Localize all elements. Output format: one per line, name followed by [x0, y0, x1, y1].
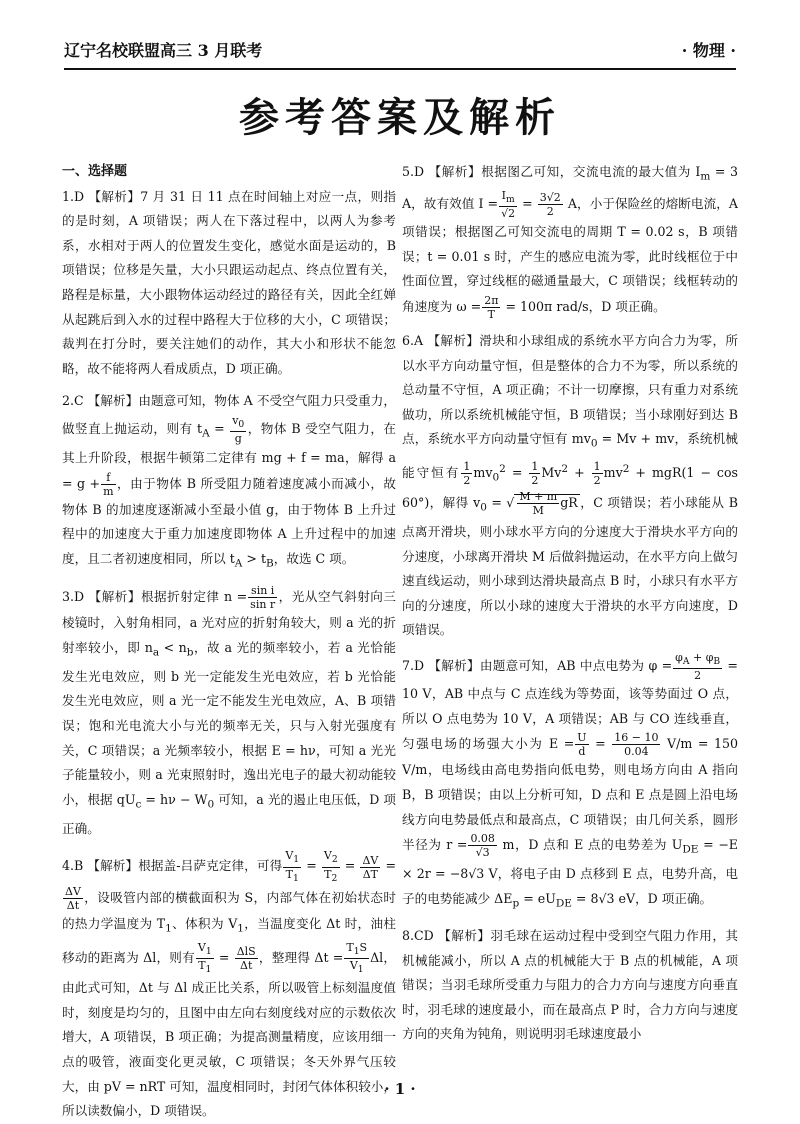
answer-5: 5.D 【解析】根据图乙可知，交流电流的最大值为 $I_m = 3$ A，故有效值 I = $\frac{I_m}{√2}$ = $\frac{3√2}{2}$ A，小于保险丝的熔断电流，A 项错误；根据图乙可知交流电的周期 T = 0.02 s，B 项错误；t = 0.01 s 时，产生的感应电流为零，此时线框位于中性面位置，穿过线框的磁通量最大，C 项错误；线框转动的角速度为 ω = $\frac{2\pi}{T}$ = 100π rad/s，D 项正确。: [402, 164, 738, 322]
page-header: [64, 32, 736, 70]
fraction-3rt2-over-2: $\frac{3√2}{2}$: [539, 191, 561, 219]
fraction-dv-over-dt: $\frac{\Delta V}{\Delta T}$: [362, 853, 379, 881]
fraction-half-3: $\frac{1}{2}$: [593, 459, 601, 487]
answer-4: 4.B 【解析】根据盖-吕萨克定律，可得 $\frac{V_1}{T_1}$ = $\frac{V_2}{T_2}$ = $\frac{\Delta V}{\Delta T}$ = $\frac{\Delta V}{\Delta t}$ ，设吸管内部的横截面积为 S，内部气体在初始状态时的热力学温度为 $T_1$、体积为 $V_1$，当温度变化 Δt 时，油柱移动的距离为 Δl，则有 $\frac{V_1}{T_1}$ = $\frac{\text{ΔlS}}{\Delta t}$ ，整理得 Δt = $\frac{T_1S}{V_1}$ Δl，由此式可知，Δt 与 Δl 成正比关系，所以吸管上标刻温度值时，刻度是均匀的，且图中由左向右刻度线对应的示数依次增大，A 项错误，B 项正确；为提高测量精度，应该用细一点的吸管，液面变化更灵敏，C 项错误；冬天外界气压较大，由 pV = nRT 可知，温度相同时，封闭气体体积较小，所以读数偏小，D 项错误。: [62, 849, 396, 1119]
fraction-half-2: $\frac{1}{2}$: [531, 459, 539, 487]
fraction-2pi-over-t: $\frac{2\pi}{T}$: [484, 294, 499, 322]
fraction-008-over-rt3: $\frac{0.08}{√3}$: [470, 832, 495, 860]
fraction-dls-over-dt: $\frac{\text{ΔlS}}{\Delta t}$: [236, 945, 256, 973]
answer-1: 1.D 【解析】7 月 31 日 11 点在时间轴上对应一点，则指的是时刻，A 项错误；两人在下落过程中，以两人为参考系，水相对于两人的位置发生变化，感觉水面是运动的，B 项错误；位移是矢量，大小只跟运动起点、终点位置有关，路程是标量，大小跟物体运动经过的路径有关，因此全红婵从起跳后到入水的过程中路程大于位移的大小，C 项错误；裁判在打分时，要关注她们的动作，其大小和形状不能忽略，故不能将两人看成质点，D 项正确。: [62, 188, 396, 376]
fraction-v1-over-t1: $\frac{V_1}{T_1}$: [285, 849, 300, 884]
sqrt-expression: $\frac{M + m}{M}$ gR: [514, 494, 579, 510]
fraction-f-over-m: $\frac{f}{m}$: [103, 470, 114, 498]
exam-name: 辽宁名校联盟高三 3 月联考: [64, 41, 263, 60]
answer-2: 2.C 【解析】由题意可知，物体 A 不受空气阻力只受重力，做竖直上抛运动，则有 $t_A$ = $\frac{v_0}{g}$ ，物体 B 受空气阻力，在其上升阶段，根据牛顿第二定律有 mg + f = ma，解得 a = g + $\frac{f}{m}$ ，由于物体 B 所受阻力随着速度减小而减小，故物体 B 的加速度逐渐减小至最小值 g，由于物体 B 上升过程中的加速度大于重力加速度即物体 A 上升过程中的加速度，且二者初速度相同，所以 $t_A > t_B$，故选 C 项。: [62, 393, 397, 570]
fraction-u-over-d: $\frac{U}{d}$: [577, 731, 587, 759]
fraction-half-1: $\frac{1}{2}$: [463, 459, 471, 487]
fraction-phi-avg: $\frac{\varphi_A + \varphi_B}{2}$: [675, 650, 721, 683]
answer-3: 3.D 【解析】根据折射定律 n = $\frac{\text{sin i}}{\text{sin r}}$ ，光从空气斜射向三棱镜时，入射角相同，a 光对应的折射角较大，则 a 光的折射率较小，即 $n_a < n_b$，故 a 光的频率较小，若 a 光恰能发生光电效应，则 b 光一定能发生光电效应，若 b 光恰能发生光电效应，则 a 光一定不能发生光电效应，A、B 项错误；饱和光电流大小与光的频率无关，只与入射光强度有关，C 项错误；a 光频率较小，根据 E = hν，可知 a 光光子能量较小，则 a 光束照射时，逸出光电子的最大初动能较小，根据 $qU_c = h\nu - W_0$ 可知，a 光的遏止电压低，D 项正确。: [62, 584, 397, 836]
fraction-sini-over-sinr: $\frac{\text{sin i}}{\text{sin r}}$: [250, 584, 276, 612]
subject-label: · 物理 ·: [681, 41, 736, 60]
page-title: 参考答案及解析: [239, 95, 561, 141]
fraction-im-over-rt2: $\frac{I_m}{√2}$: [501, 189, 516, 221]
left-column: [62, 160, 396, 1124]
fraction-v1-t1-eq: $\frac{V_1}{T_1}$: [197, 940, 212, 976]
fraction-v2-over-t2: $\frac{V_2}{T_2}$: [323, 849, 338, 884]
answer-7: 7.D 【解析】由题意可知，AB 中点电势为 φ = $\frac{\varphi_A + \varphi_B}{2}$ = 10 V，AB 中点与 C 点连线为等势面，该等势面过 O 点，所以 O 点电势为 10 V，A 项错误；AB 与 CO 连线垂直，匀强电场的场强大小为 E = $\frac{U}{d}$ = $\frac{16 - 10}{0.04}$ V/m = 150 V/m，电场线由高电势指向低电势，则电场方向由 A 指向 B，B 项错误；由以上分析可知，D 点和 E 点是圆上沿电场线方向电势最低点和最高点，C 项错误；由几何关系，圆形半径为 r = $\frac{0.08}{√3}$ m，D 点和 E 点的电势差为 $U_{DE} = -E \times 2r = -8√3$ V，将电子由 D 点移到 E 点，电势升高，电子的电势能减少 $\Delta E_p = eU_{DE} = 8√3$ eV，D 项正确。: [402, 650, 738, 910]
fraction-v0-over-g: $\frac{v_0}{g}$: [232, 413, 245, 446]
page-number: · 1 ·: [384, 1080, 416, 1098]
answer-8: 8.CD 【解析】羽毛球在运动过程中受到空气阻力作用，其机械能减小，所以 A 点的机械能大于 B 点的机械能，A 项错误；当羽毛球所受重力与阻力的合力方向与速度方向垂直时，羽毛球的速度最小，而在最高点 P 时，合力方向与速度方向的夹角为钝角，则说明羽毛球速度最小: [402, 927, 738, 1042]
right-column: [402, 160, 738, 1047]
section-heading: 一、选择题: [62, 164, 128, 179]
answer-6: 6.A 【解析】滑块和小球组成的系统水平方向合力为零，所以水平方向动量守恒，但是整体的合力不为零，所以系统的总动量不守恒，A 项正确；不计一切摩擦，只有重力对系统做功，所以系统机械能守恒，B 项错误；当小球刚好到达 B 点，系统水平方向动量守恒有 $mv_0 = Mv$ + mv，系统机械能守恒有 $\frac{1}{2}$ $mv_0^2$ = $\frac{1}{2}$ $Mv^2$ + $\frac{1}{2}$ $mv^2 + mgR(1 - \cos 60^\circ)$，解得 $v_0$ = √ $\frac{M + m}{M}$ gR ，C 项错误；若小球能从 B 点离开滑块，则小球水平方向的分速度大于滑块水平方向的分速度，小球离开滑块 M 后做斜抛运动，在水平方向上做匀速直线运动，则小球到达滑块最高点 B 时，小球只有水平方向的分速度，所以小球的速度大于滑块的水平方向速度，D 项错误。: [402, 333, 739, 638]
fraction-dv-over-dt-small: $\frac{\Delta V}{\Delta t}$: [65, 884, 81, 912]
fraction-16-10-over-004: $\frac{16 - 10}{0.04}$: [614, 731, 659, 759]
fraction-t1s-over-v1: $\frac{T_1S}{V_1}$: [346, 940, 368, 976]
